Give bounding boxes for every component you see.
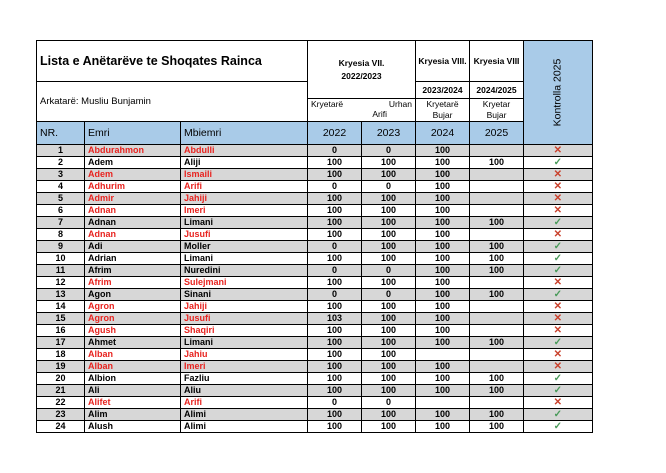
row-fee-2025	[470, 397, 524, 409]
row-fee-2022: 100	[308, 301, 362, 313]
row-fee-2024: 100	[416, 145, 470, 157]
chair-last-name: Arifi	[372, 109, 387, 119]
row-nr: 11	[37, 265, 85, 277]
row-fee-2024: 100	[416, 217, 470, 229]
row-fee-2022: 100	[308, 253, 362, 265]
row-fee-2025	[470, 301, 524, 313]
kryesia-viii-b-label: Kryesia VIII	[470, 41, 524, 82]
chair-first-name: Urhan	[388, 99, 412, 109]
row-fee-2025: 100	[470, 337, 524, 349]
row-fee-2022: 100	[308, 421, 362, 433]
table-row	[37, 205, 593, 217]
row-fee-2024: 100	[416, 265, 470, 277]
row-last-name: Sulejmani	[181, 277, 308, 289]
table-row	[37, 325, 593, 337]
row-fee-2023: 100	[362, 349, 416, 361]
row-fee-2024: 100	[416, 301, 470, 313]
row-fee-2022: 100	[308, 337, 362, 349]
row-nr: 18	[37, 349, 85, 361]
kryesia-viii-b-chair	[470, 99, 524, 122]
row-last-name: Alimi	[181, 421, 308, 433]
row-fee-2023: 100	[362, 421, 416, 433]
row-last-name: Abdulli	[181, 145, 308, 157]
row-nr: 14	[37, 301, 85, 313]
row-nr: 23	[37, 409, 85, 421]
table-row	[37, 217, 593, 229]
row-last-name: Arifi	[181, 181, 308, 193]
table-row	[37, 361, 593, 373]
table-row	[37, 241, 593, 253]
cross-icon: ✕	[524, 205, 593, 217]
row-nr: 24	[37, 421, 85, 433]
row-fee-2022: 100	[308, 229, 362, 241]
col-header-2025: 2025	[470, 122, 524, 145]
cross-icon: ✕	[524, 277, 593, 289]
row-nr: 7	[37, 217, 85, 229]
row-nr: 3	[37, 169, 85, 181]
row-last-name: Sinani	[181, 289, 308, 301]
row-first-name: Agron	[85, 301, 181, 313]
row-fee-2025	[470, 193, 524, 205]
row-first-name: Afrim	[85, 265, 181, 277]
row-fee-2025: 100	[470, 409, 524, 421]
row-nr: 17	[37, 337, 85, 349]
row-fee-2023: 100	[362, 205, 416, 217]
table-row	[37, 397, 593, 409]
row-fee-2022: 0	[308, 397, 362, 409]
col-header-2023: 2023	[362, 122, 416, 145]
col-header-2024: 2024	[416, 122, 470, 145]
kryesia-vii-label: Kryesia VII.	[338, 57, 385, 68]
row-fee-2022: 100	[308, 217, 362, 229]
row-fee-2024: 100	[416, 277, 470, 289]
row-first-name: Agush	[85, 325, 181, 337]
row-fee-2022: 100	[308, 409, 362, 421]
row-nr: 21	[37, 385, 85, 397]
row-nr: 4	[37, 181, 85, 193]
check-icon: ✓	[524, 241, 593, 253]
control-label: Kontrolla 2025	[551, 58, 564, 127]
row-nr: 13	[37, 289, 85, 301]
row-fee-2022: 100	[308, 373, 362, 385]
cross-icon: ✕	[524, 397, 593, 409]
table-row	[37, 313, 593, 325]
row-fee-2023: 100	[362, 229, 416, 241]
row-first-name: Alim	[85, 409, 181, 421]
cross-icon: ✕	[524, 301, 593, 313]
row-fee-2024	[416, 397, 470, 409]
kryesia-viii-a-chair	[416, 99, 470, 122]
row-fee-2023: 100	[362, 373, 416, 385]
row-first-name: Adnan	[85, 205, 181, 217]
row-fee-2024: 100	[416, 373, 470, 385]
row-fee-2023: 100	[362, 361, 416, 373]
col-header-first-name: Emri	[85, 122, 181, 145]
table-row	[37, 421, 593, 433]
row-fee-2023: 100	[362, 157, 416, 169]
table-row	[37, 385, 593, 397]
row-first-name: Adem	[85, 169, 181, 181]
col-header-last-name: Mbiemri	[181, 122, 308, 145]
chair-title: Kryetarë	[311, 99, 344, 109]
row-first-name: Agon	[85, 289, 181, 301]
kryesia-viii-b-period: 2024/2025	[470, 82, 524, 99]
row-nr: 12	[37, 277, 85, 289]
check-icon: ✓	[524, 409, 593, 421]
table-row	[37, 181, 593, 193]
table-row	[37, 337, 593, 349]
row-last-name: Fazliu	[181, 373, 308, 385]
cross-icon: ✕	[524, 325, 593, 337]
table-row	[37, 157, 593, 169]
row-first-name: Albion	[85, 373, 181, 385]
row-first-name: Adi	[85, 241, 181, 253]
row-fee-2023: 100	[362, 301, 416, 313]
table-row	[37, 349, 593, 361]
row-first-name: Afrim	[85, 277, 181, 289]
row-first-name: Ali	[85, 385, 181, 397]
row-fee-2023: 100	[362, 217, 416, 229]
row-first-name: Abdurahmon	[85, 145, 181, 157]
row-fee-2022: 100	[308, 361, 362, 373]
row-nr: 2	[37, 157, 85, 169]
row-fee-2024: 100	[416, 241, 470, 253]
cross-icon: ✕	[524, 169, 593, 181]
cross-icon: ✕	[524, 313, 593, 325]
row-fee-2022: 100	[308, 205, 362, 217]
cross-icon: ✕	[524, 145, 593, 157]
row-last-name: Jahiji	[181, 193, 308, 205]
row-nr: 8	[37, 229, 85, 241]
row-fee-2022: 100	[308, 193, 362, 205]
row-fee-2023: 100	[362, 241, 416, 253]
row-first-name: Adem	[85, 157, 181, 169]
row-fee-2023: 100	[362, 277, 416, 289]
row-fee-2024: 100	[416, 289, 470, 301]
row-fee-2024: 100	[416, 205, 470, 217]
check-icon: ✓	[524, 421, 593, 433]
row-last-name: Limani	[181, 217, 308, 229]
row-last-name: Jusufi	[181, 229, 308, 241]
row-first-name: Adhurim	[85, 181, 181, 193]
row-fee-2025	[470, 325, 524, 337]
page-title: Lista e Anëtarëve te Shoqates Rainca	[37, 41, 308, 82]
check-icon: ✓	[524, 373, 593, 385]
check-icon: ✓	[524, 385, 593, 397]
row-fee-2023: 0	[362, 145, 416, 157]
row-fee-2025	[470, 145, 524, 157]
row-fee-2025: 100	[470, 289, 524, 301]
row-fee-2023: 100	[362, 325, 416, 337]
row-fee-2023: 100	[362, 193, 416, 205]
row-fee-2022: 100	[308, 169, 362, 181]
row-fee-2023: 0	[362, 289, 416, 301]
row-fee-2022: 0	[308, 181, 362, 193]
row-last-name: Nuredini	[181, 265, 308, 277]
table-row	[37, 409, 593, 421]
secretary-label: Arkatarë: Musliu Bunjamin	[37, 82, 308, 122]
row-first-name: Adrian	[85, 253, 181, 265]
row-fee-2024: 100	[416, 421, 470, 433]
row-last-name: Imeri	[181, 361, 308, 373]
row-last-name: Jahiji	[181, 301, 308, 313]
row-fee-2024: 100	[416, 193, 470, 205]
row-fee-2025: 100	[470, 385, 524, 397]
row-last-name: Jusufi	[181, 313, 308, 325]
row-fee-2023: 100	[362, 253, 416, 265]
row-last-name: Limani	[181, 337, 308, 349]
row-nr: 15	[37, 313, 85, 325]
row-fee-2024: 100	[416, 181, 470, 193]
row-fee-2025: 100	[470, 373, 524, 385]
check-icon: ✓	[524, 253, 593, 265]
row-last-name: Jahiu	[181, 349, 308, 361]
table-row	[37, 265, 593, 277]
table-row	[37, 301, 593, 313]
row-last-name: Limani	[181, 253, 308, 265]
members-table	[36, 40, 593, 433]
row-fee-2025	[470, 349, 524, 361]
row-fee-2022: 0	[308, 289, 362, 301]
row-nr: 5	[37, 193, 85, 205]
row-nr: 10	[37, 253, 85, 265]
cross-icon: ✕	[524, 361, 593, 373]
kryesia-vii-period: 2022/2023	[341, 70, 382, 81]
table-row	[37, 229, 593, 241]
row-fee-2024: 100	[416, 337, 470, 349]
row-fee-2023: 0	[362, 181, 416, 193]
row-nr: 22	[37, 397, 85, 409]
row-fee-2023: 100	[362, 385, 416, 397]
row-fee-2024	[416, 349, 470, 361]
row-fee-2025: 100	[470, 217, 524, 229]
row-fee-2022: 0	[308, 241, 362, 253]
table-row	[37, 373, 593, 385]
row-fee-2024: 100	[416, 157, 470, 169]
row-fee-2024: 100	[416, 409, 470, 421]
row-last-name: Alimi	[181, 409, 308, 421]
row-fee-2023: 0	[362, 397, 416, 409]
row-nr: 19	[37, 361, 85, 373]
row-fee-2025	[470, 229, 524, 241]
row-nr: 9	[37, 241, 85, 253]
row-fee-2024: 100	[416, 325, 470, 337]
row-last-name: Imeri	[181, 205, 308, 217]
row-fee-2022: 100	[308, 277, 362, 289]
row-first-name: Alifet	[85, 397, 181, 409]
row-nr: 20	[37, 373, 85, 385]
row-first-name: Adnan	[85, 229, 181, 241]
row-first-name: Adnan	[85, 217, 181, 229]
row-fee-2022: 100	[308, 325, 362, 337]
kryesia-vii-header	[308, 41, 416, 99]
cross-icon: ✕	[524, 193, 593, 205]
row-fee-2025	[470, 169, 524, 181]
cross-icon: ✕	[524, 229, 593, 241]
row-first-name: Alban	[85, 349, 181, 361]
row-fee-2025: 100	[470, 241, 524, 253]
row-fee-2023: 100	[362, 313, 416, 325]
row-fee-2025	[470, 277, 524, 289]
row-fee-2024: 100	[416, 253, 470, 265]
row-fee-2024: 100	[416, 169, 470, 181]
table-row	[37, 145, 593, 157]
table-row	[37, 277, 593, 289]
kryesia-viii-a-label: Kryesia VIII.	[416, 41, 470, 82]
row-last-name: Arifi	[181, 397, 308, 409]
row-first-name: Admir	[85, 193, 181, 205]
row-last-name: Ismaili	[181, 169, 308, 181]
row-first-name: Ahmet	[85, 337, 181, 349]
row-fee-2022: 0	[308, 145, 362, 157]
row-fee-2022: 100	[308, 349, 362, 361]
row-last-name: Moller	[181, 241, 308, 253]
table-row	[37, 169, 593, 181]
row-fee-2024: 100	[416, 361, 470, 373]
row-fee-2023: 100	[362, 409, 416, 421]
row-fee-2025: 100	[470, 157, 524, 169]
cross-icon: ✕	[524, 181, 593, 193]
row-fee-2025: 100	[470, 421, 524, 433]
row-fee-2022: 100	[308, 385, 362, 397]
row-fee-2024: 100	[416, 385, 470, 397]
row-fee-2022: 0	[308, 265, 362, 277]
row-fee-2022: 100	[308, 157, 362, 169]
row-first-name: Alush	[85, 421, 181, 433]
check-icon: ✓	[524, 157, 593, 169]
check-icon: ✓	[524, 265, 593, 277]
row-fee-2025	[470, 313, 524, 325]
check-icon: ✓	[524, 337, 593, 349]
row-fee-2025: 100	[470, 253, 524, 265]
kryesia-viii-a-period: 2023/2024	[416, 82, 470, 99]
row-first-name: Agron	[85, 313, 181, 325]
row-last-name: Aliji	[181, 157, 308, 169]
row-fee-2023: 0	[362, 265, 416, 277]
row-fee-2025	[470, 205, 524, 217]
row-fee-2025: 100	[470, 265, 524, 277]
row-nr: 16	[37, 325, 85, 337]
row-nr: 6	[37, 205, 85, 217]
row-fee-2025	[470, 361, 524, 373]
check-icon: ✓	[524, 289, 593, 301]
row-first-name: Alban	[85, 361, 181, 373]
row-last-name: Shaqiri	[181, 325, 308, 337]
chair-title-a: Kryetarë	[426, 99, 459, 109]
row-nr: 1	[37, 145, 85, 157]
control-header	[524, 41, 593, 145]
chair-name-a: Bujar	[432, 110, 453, 120]
col-header-nr: NR.	[37, 122, 85, 145]
row-fee-2022: 103	[308, 313, 362, 325]
kryesia-vii-chair	[308, 99, 416, 122]
row-fee-2023: 100	[362, 337, 416, 349]
row-fee-2024: 100	[416, 229, 470, 241]
chair-name-b: Bujar	[486, 110, 507, 120]
chair-title-b: Kryetar	[482, 99, 511, 109]
row-last-name: Aliu	[181, 385, 308, 397]
col-header-2022: 2022	[308, 122, 362, 145]
row-fee-2025	[470, 181, 524, 193]
table-row	[37, 193, 593, 205]
row-fee-2023: 100	[362, 169, 416, 181]
cross-icon: ✕	[524, 349, 593, 361]
table-row	[37, 253, 593, 265]
table-row	[37, 289, 593, 301]
check-icon: ✓	[524, 217, 593, 229]
row-fee-2024: 100	[416, 313, 470, 325]
